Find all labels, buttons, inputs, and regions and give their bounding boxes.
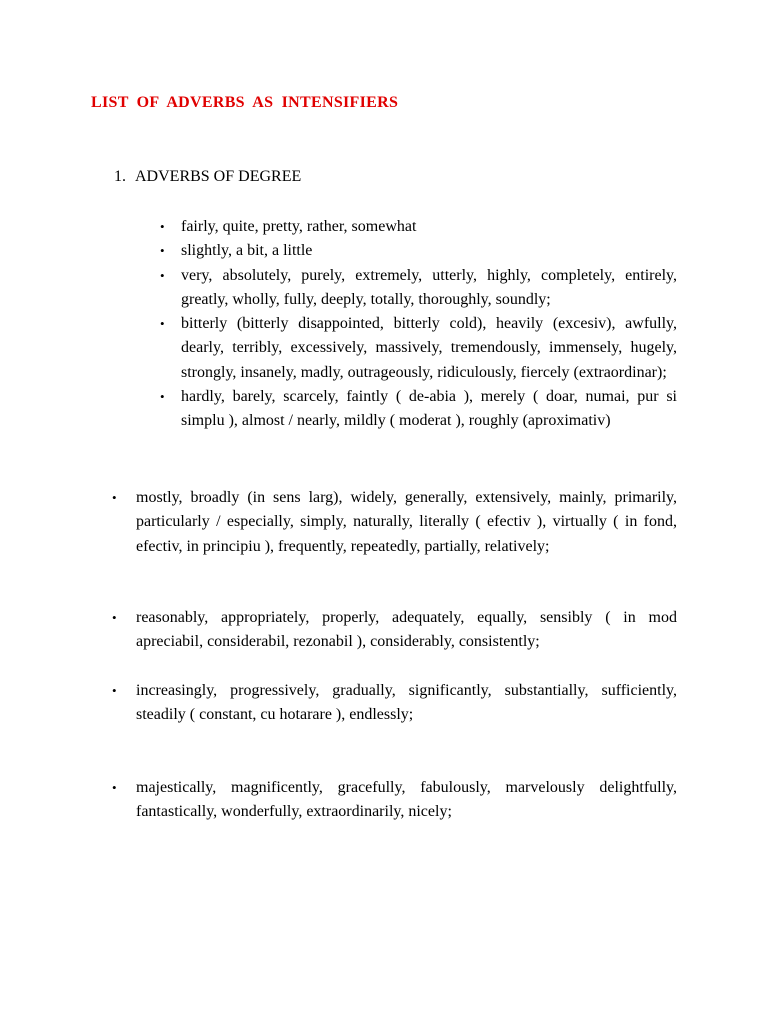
bullet-icon: • [112, 683, 117, 698]
bullet-icon: • [112, 490, 117, 505]
main-bullet-list [112, 776, 677, 825]
bullet-icon: • [112, 610, 117, 625]
list-item [160, 385, 677, 434]
list-item [112, 486, 677, 559]
list-item-text: majestically, magnificently, gracefully, fabulously, marvelously delightfully, fantastically, wonderfully, extraordinarily, nicely; [136, 779, 677, 821]
section-number: 1. [114, 168, 126, 185]
section-heading [114, 168, 301, 186]
main-bullet-list [112, 606, 677, 655]
list-item-text: very, absolutely, purely, extremely, utterly, highly, completely, entirely, greatly, wholly, fully, deeply, totally, thoroughly, soundly; [181, 266, 677, 308]
list-item-text: hardly, barely, scarcely, faintly ( de-abia ), merely ( doar, numai, pur si simplu ), almost / nearly, mildly ( moderat ), roughly (aproximativ) [181, 388, 677, 430]
page-title: LIST OF ADVERBS AS INTENSIFIERS [91, 94, 399, 111]
bullet-icon: • [160, 243, 165, 259]
list-item [160, 215, 677, 239]
bullet-icon: • [160, 316, 165, 332]
list-item-text: slightly, a bit, a little [181, 242, 313, 260]
list-item-text: reasonably, appropriately, properly, adequately, equally, sensibly ( in mod apreciabil, considerabil, rezonabil ), considerably, consistently; [136, 609, 677, 651]
list-item-text: bitterly (bitterly disappointed, bitterly cold), heavily (excesiv), awfully, dearly, terribly, excessively, massively, tremendously, immensely, hugely, strongly, insanely, madly, outrageously, ridiculously, fiercely (extraordinar); [181, 315, 677, 381]
list-item [160, 312, 677, 385]
list-item-text: mostly, broadly (in sens larg), widely, generally, extensively, mainly, primarily, particularly / especially, simply, naturally, literally ( efectiv ), virtually ( in fond, efectiv, in principiu ), frequently, repeatedly, partially, relatively; [136, 489, 677, 555]
bullet-icon: • [160, 267, 165, 283]
list-item [160, 239, 677, 263]
bullet-icon: • [112, 780, 117, 795]
main-bullet-list [112, 486, 677, 559]
list-item [160, 264, 677, 313]
list-item [112, 776, 677, 825]
section-heading-text: ADVERBS OF DEGREE [135, 168, 302, 185]
bullet-icon: • [160, 389, 165, 405]
sub-bullet-list [160, 215, 677, 434]
list-item-text: increasingly, progressively, gradually, significantly, substantially, sufficiently, steadily ( constant, cu hotarare ), endlessly; [136, 682, 677, 724]
list-item [112, 679, 677, 728]
bullet-icon: • [160, 219, 165, 234]
list-item-text: fairly, quite, pretty, rather, somewhat [181, 218, 417, 235]
main-bullet-list [112, 679, 677, 728]
list-item [112, 606, 677, 655]
